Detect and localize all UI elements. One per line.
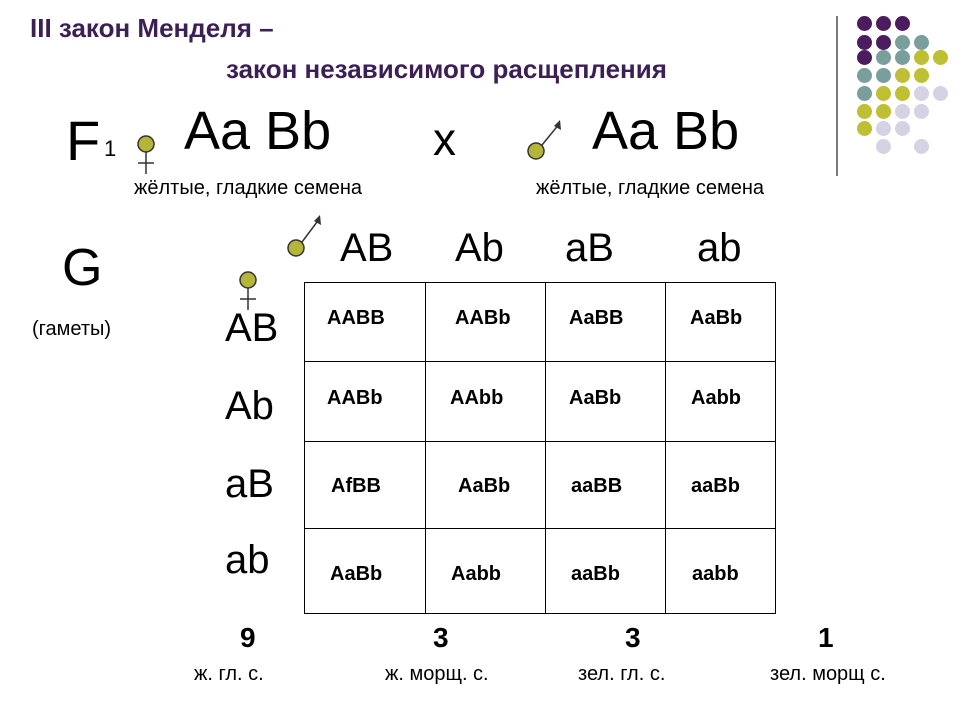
punnett-cell: aabb	[692, 563, 739, 585]
decor-dot	[895, 104, 910, 119]
decorative-divider	[836, 16, 838, 176]
male-symbol-icon	[526, 117, 566, 163]
title-line-2: закон независимого расщепления	[226, 54, 667, 84]
punnett-square	[304, 282, 776, 614]
decor-dot	[895, 16, 910, 31]
female-gamete: aB	[225, 462, 274, 506]
decor-dot	[857, 68, 872, 83]
male-gamete: aB	[565, 226, 614, 270]
punnett-cell: AABb	[455, 307, 511, 329]
ratio-label: ж. морщ. с.	[385, 663, 489, 685]
decor-dot	[876, 68, 891, 83]
decor-dot	[895, 68, 910, 83]
decor-dot	[895, 35, 910, 50]
punnett-cell: AAbb	[450, 387, 504, 409]
punnett-cell: Aabb	[691, 387, 741, 409]
decor-dot	[857, 86, 872, 101]
decor-dot	[857, 121, 872, 136]
decor-dot	[876, 104, 891, 119]
decor-dot	[857, 50, 872, 65]
punnett-cell: AaBb	[330, 563, 383, 585]
punnett-cell: AaBb	[458, 475, 511, 497]
decor-dot	[914, 50, 929, 65]
decor-dot	[914, 104, 929, 119]
punnett-cell: aaBb	[571, 563, 620, 585]
decor-dot	[933, 50, 948, 65]
generation-label: F	[66, 109, 101, 172]
decor-dot	[876, 35, 891, 50]
punnett-cell: aaBb	[691, 475, 740, 497]
male-gamete-symbol-icon	[286, 212, 326, 258]
gametes-caption: (гаметы)	[32, 318, 112, 340]
decor-dot	[857, 104, 872, 119]
punnett-cell: AaBb	[690, 307, 743, 329]
grid-line	[425, 283, 426, 613]
male-gamete: ab	[697, 226, 742, 270]
punnett-cell: AaBb	[569, 387, 622, 409]
ratio-value: 9	[240, 622, 256, 653]
grid-line	[305, 528, 775, 529]
female-phenotype: жёлтые, гладкие семена	[134, 177, 363, 199]
title-line-1: III закон Менделя –	[30, 13, 274, 43]
cross-sign: х	[433, 113, 456, 165]
grid-line	[305, 361, 775, 362]
male-gamete: Ab	[455, 226, 504, 270]
female-symbol-icon	[134, 134, 158, 178]
decor-dot	[876, 16, 891, 31]
punnett-cell: AABB	[327, 307, 385, 329]
male-gamete: AB	[340, 226, 394, 270]
decor-dot	[895, 121, 910, 136]
female-gamete: ab	[225, 538, 270, 582]
ratio-label: ж. гл. с.	[194, 663, 264, 685]
grid-line	[305, 441, 775, 442]
decor-dot	[914, 35, 929, 50]
decor-dot	[857, 16, 872, 31]
generation-index: 1	[104, 136, 117, 161]
punnett-cell: Aabb	[451, 563, 501, 585]
gametes-label: G	[62, 239, 103, 297]
decor-dot	[895, 50, 910, 65]
punnett-cell: AABb	[327, 387, 383, 409]
punnett-cell: AfBB	[331, 475, 381, 497]
punnett-cell: AaBB	[569, 307, 624, 329]
decor-dot	[876, 139, 891, 154]
decor-dot	[876, 86, 891, 101]
decor-dot	[914, 68, 929, 83]
decor-dot	[914, 139, 929, 154]
punnett-cell: aaBB	[571, 475, 623, 497]
ratio-label: зел. гл. с.	[578, 663, 666, 685]
grid-line	[665, 283, 666, 613]
male-phenotype: жёлтые, гладкие семена	[536, 177, 765, 199]
decor-dot	[933, 86, 948, 101]
grid-line	[545, 283, 546, 613]
decor-dot	[876, 50, 891, 65]
ratio-value: 3	[433, 622, 449, 653]
ratio-label: зел. морщ с.	[770, 663, 886, 685]
decor-dot	[895, 86, 910, 101]
decor-dot	[857, 35, 872, 50]
ratio-value: 1	[818, 622, 834, 653]
decor-dot	[914, 86, 929, 101]
female-gamete: AB	[225, 306, 279, 350]
ratio-value: 3	[625, 622, 641, 653]
female-genotype: Aa Bb	[184, 101, 332, 161]
female-gamete: Ab	[225, 384, 274, 428]
decor-dot	[876, 121, 891, 136]
male-genotype: Aa Bb	[592, 101, 740, 161]
